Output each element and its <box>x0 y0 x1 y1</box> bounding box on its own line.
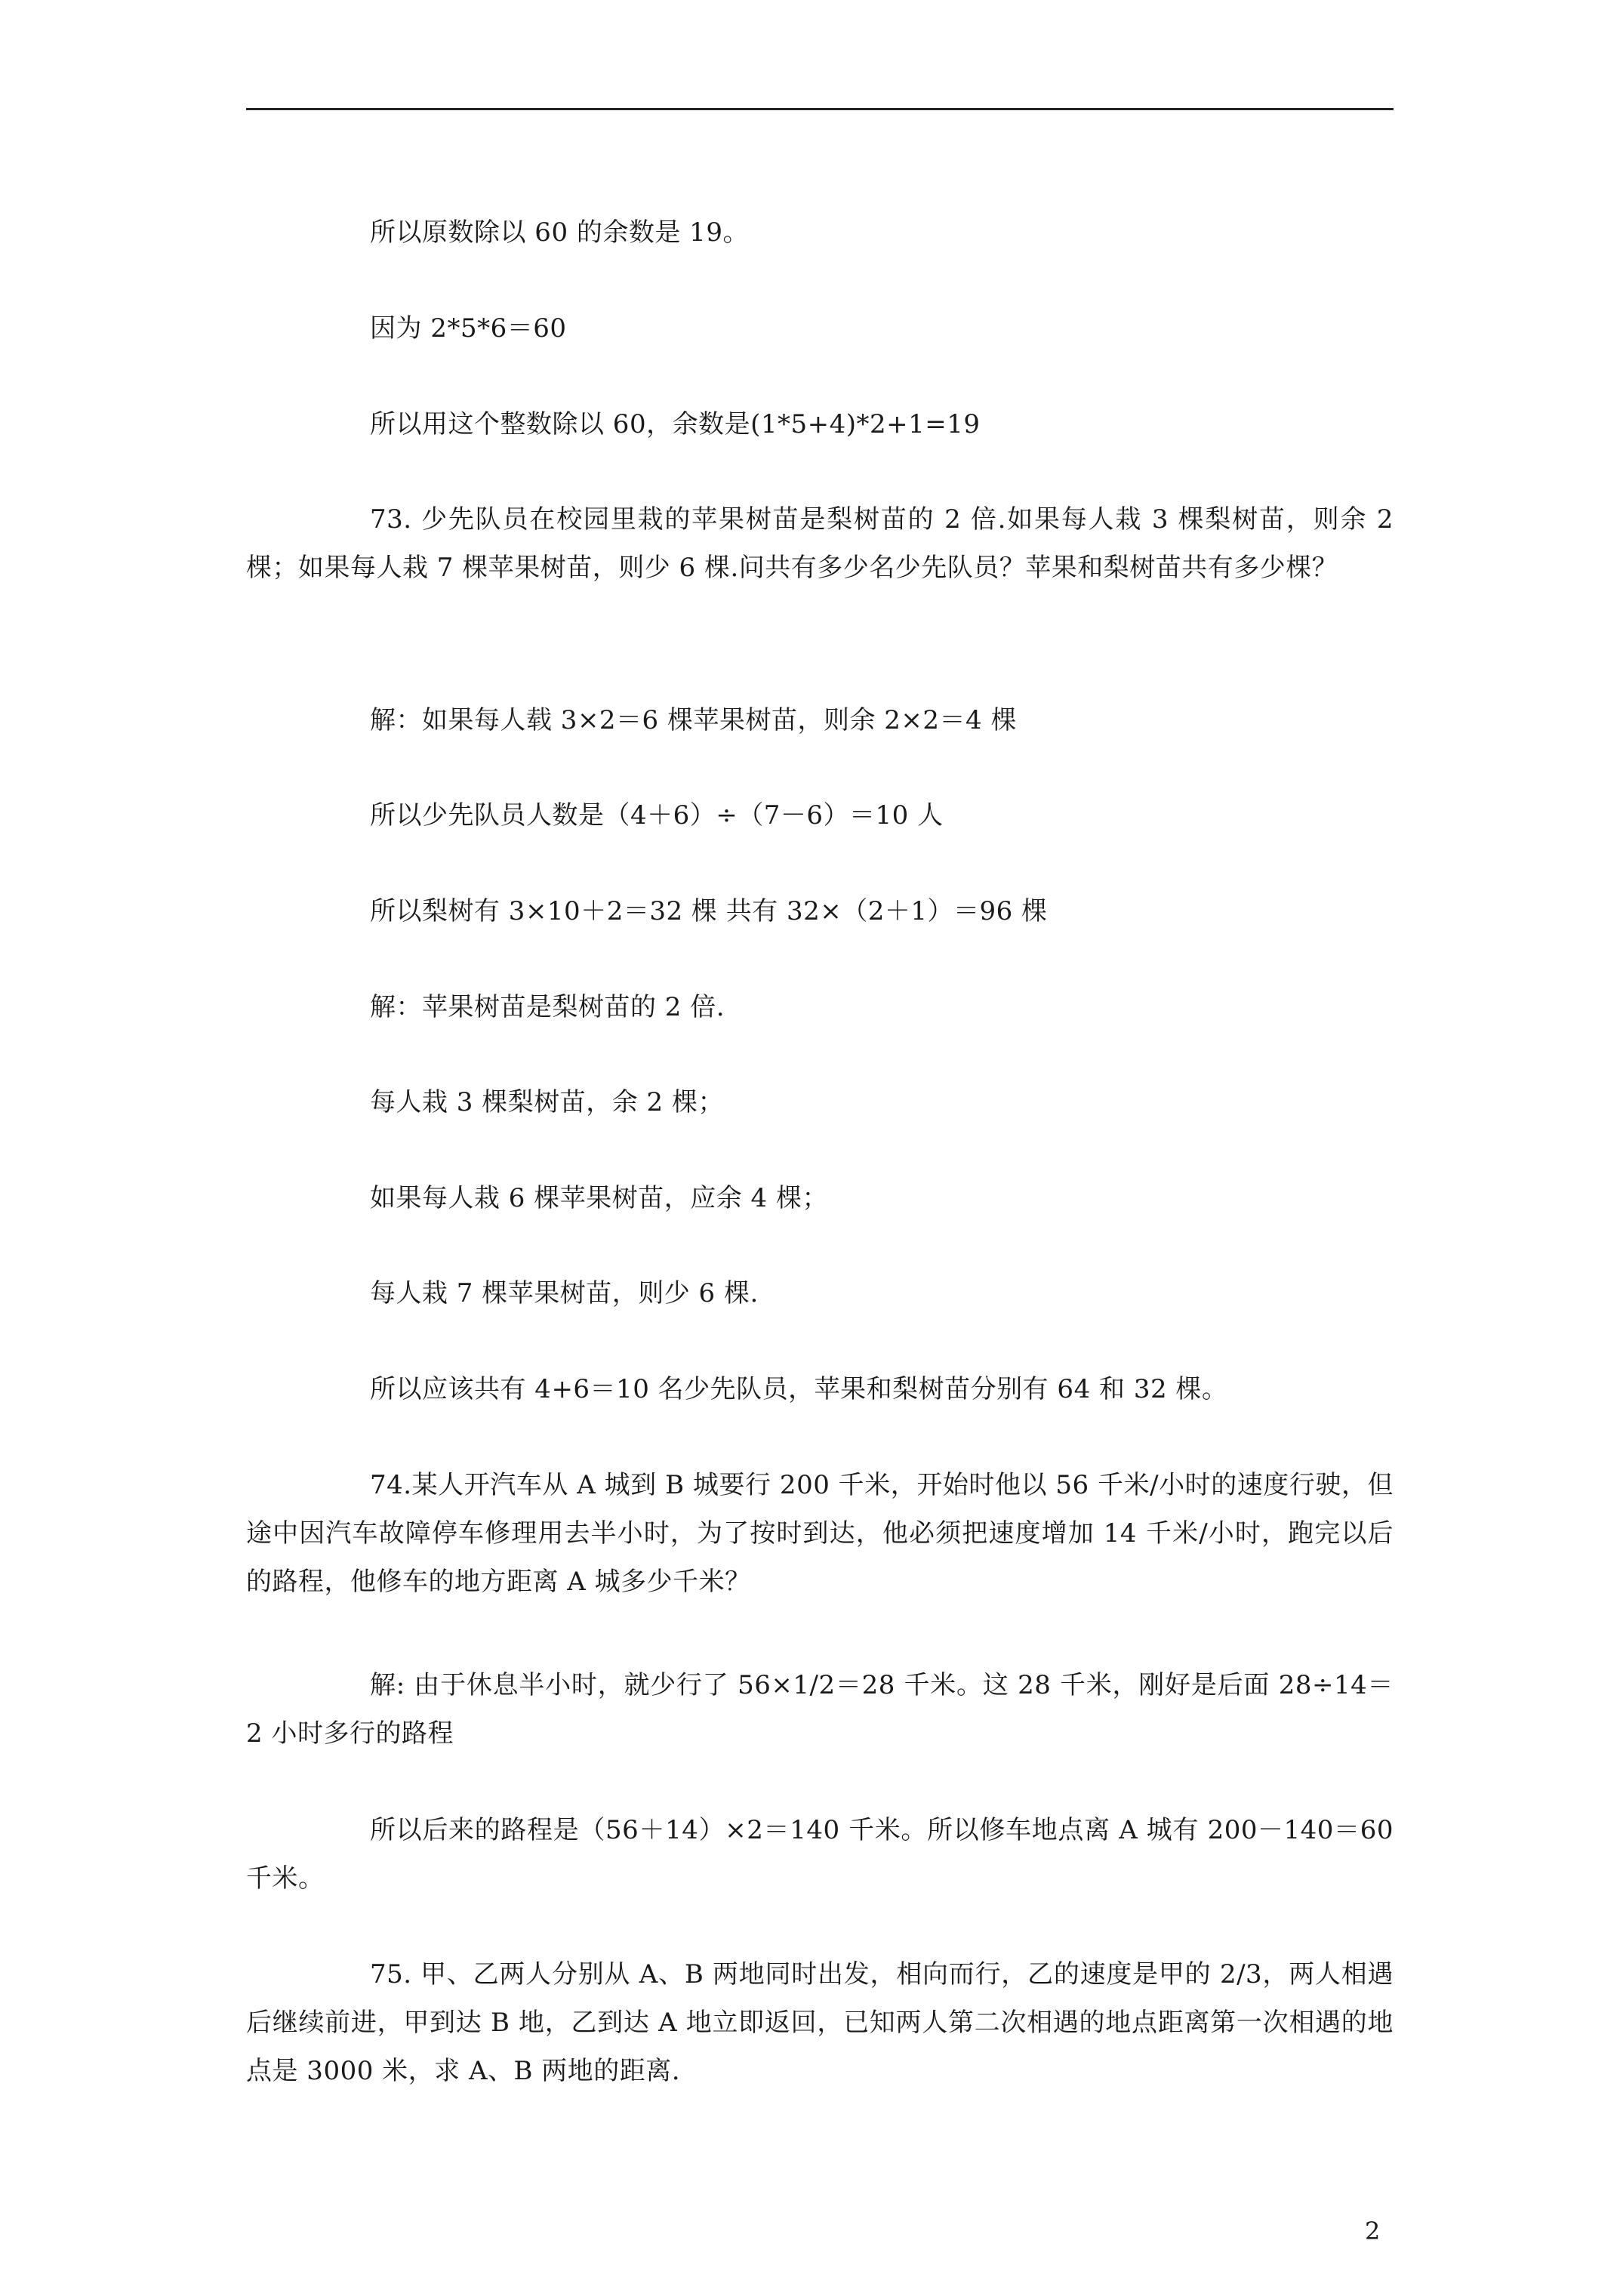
solution-74-line-1: 解: 由于休息半小时，就少行了 56×1/2＝28 千米。这 28 千米，刚好是后面 28÷14＝2 小时多行的路程 <box>246 1670 1394 1749</box>
problem-73: 73. 少先队员在校园里栽的苹果树苗是梨树苗的 2 倍.如果每人栽 3 棵梨树苗，则余 2 棵；如果每人栽 7 棵苹果树苗，则少 6 棵.问共有多少名少先队员？苹果和梨树苗共有多少棵？ <box>246 504 1394 583</box>
paragraph-remainder-result: 所以原数除以 60 的余数是 19。 <box>370 217 749 248</box>
solution-73-line-2: 所以少先队员人数是（4＋6）÷（7－6）＝10 人 <box>370 800 944 831</box>
solution-73-alt-line-1: 解：苹果树苗是梨树苗的 2 倍. <box>370 992 725 1022</box>
solution-73-alt-line-2: 每人栽 3 棵梨树苗，余 2 棵； <box>370 1087 724 1117</box>
solution-73-line-3: 所以梨树有 3×10＋2＝32 棵 共有 32×（2＋1）＝96 棵 <box>370 896 1048 926</box>
page-number: 2 <box>1365 2217 1381 2245</box>
solution-73-line-1: 解：如果每人载 3×2＝6 棵苹果树苗，则余 2×2＝4 棵 <box>370 705 1017 735</box>
solution-73-conclusion: 所以应该共有 4+6＝10 名少先队员，苹果和梨树苗分别有 64 和 32 棵。 <box>370 1374 1228 1404</box>
paragraph-remainder-calc: 所以用这个整数除以 60，余数是(1*5+4)*2+1=19 <box>370 409 981 439</box>
header-rule <box>246 108 1394 110</box>
problem-74: 74.某人开汽车从 A 城到 B 城要行 200 千米，开始时他以 56 千米/小时的速度行驶，但途中因汽车故障停车修理用去半小时，为了按时到达，他必须把速度增加 14 千米/小时，跑完以后的路程，他修车的地方距离 A 城多少千米？ <box>246 1470 1394 1597</box>
solution-73-alt-line-4: 每人栽 7 棵苹果树苗，则少 6 棵. <box>370 1278 759 1308</box>
solution-73-alt-line-3: 如果每人栽 6 棵苹果树苗，应余 4 棵； <box>370 1183 828 1213</box>
solution-74-line-2: 所以后来的路程是（56＋14）×2＝140 千米。所以修车地点离 A 城有 200－140＝60 千米。 <box>246 1815 1394 1894</box>
problem-75: 75. 甲、乙两人分别从 A、B 两地同时出发，相向而行，乙的速度是甲的 2/3，两人相遇后继续前进，甲到达 B 地，乙到达 A 地立即返回，已知两人第二次相遇的地点距离第一次相遇的地点是 3000 米，求 A、B 两地的距离. <box>246 1959 1394 2086</box>
paragraph-because: 因为 2*5*6＝60 <box>370 313 567 344</box>
